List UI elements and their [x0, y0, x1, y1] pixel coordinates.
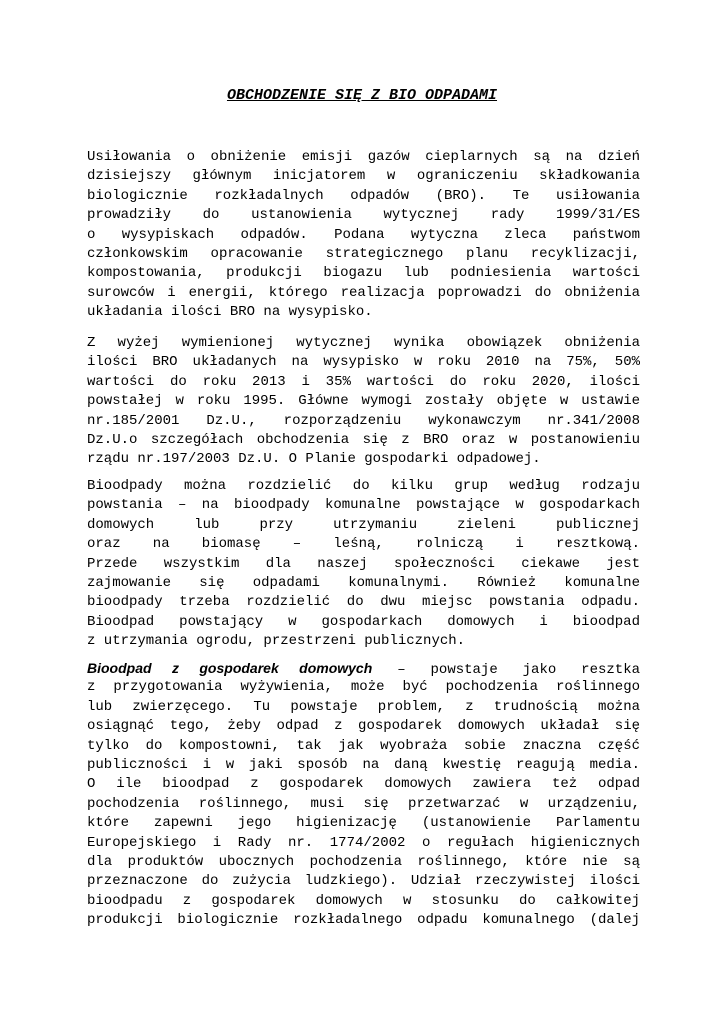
paragraph-line: ilości BRO układanych na wysypisko w roku 2010 na 75%, 50% [87, 354, 640, 371]
paragraph-line: rządu nr.197/2003 Dz.U. O Planie gospodarki odpadowej. [87, 451, 541, 468]
paragraph-1 [87, 148, 640, 323]
document-title: OBCHODZENIE SIĘ Z BIO ODPADAMI [226, 87, 498, 104]
paragraph-line: osiągnąć tego, żeby odpad z gospodarek domowych układał się [87, 718, 640, 735]
paragraph-line: dzisiejszy głównym inicjatorem w ograniczeniu składkowania [87, 168, 640, 185]
paragraph-line: o wysypiskach odpadów. Podana wytyczna zleca państwom [87, 226, 640, 243]
paragraph-line: przeznaczone do zużycia ludzkiego). Udział rzeczywistej ilości [87, 873, 640, 890]
paragraph-line: członkowskim opracowanie strategicznego planu recyklizacji, [87, 245, 640, 262]
paragraph-line: Przede wszystkim dla naszej społeczności ciekawe jest [87, 555, 640, 572]
paragraph-line: lub zwierzęcego. Tu powstaje problem, z trudnością można [87, 698, 640, 715]
paragraph-line: dla produktów ubocznych pochodzenia roślinnego, które nie są [87, 853, 640, 870]
paragraph-line: bioodpadu z gospodarek domowych w stosunku do całkowitej [87, 892, 640, 909]
paragraph-line: Europejskiego i Rady nr. 1774/2002 o regułach higienicznych [87, 834, 640, 851]
paragraph-line: zajmowanie się odpadami komunalnymi. Również komunalne [87, 574, 640, 591]
paragraph-line: układania ilości BRO na wysypisko. [87, 304, 373, 321]
paragraph-line: publiczności i w jaki sposób na daną kwestię reagują media. [87, 756, 640, 773]
paragraph-line: bioodpady trzeba rozdzielić do dwu miejsc powstania odpadu. [87, 594, 640, 611]
paragraph-line: Bioodpad powstający w gospodarkach domowych i bioodpad [87, 613, 640, 630]
paragraph-line: wartości do roku 2013 i 35% wartości do roku 2020, ilości [87, 373, 640, 390]
paragraph-first-line [87, 659, 640, 678]
paragraph-line: Bioodpady można rozdzielić do kilku grup według rodzaju [87, 478, 640, 494]
paragraph-line: prowadziły do ustanowienia wytycznej rady 1999/31/ES [87, 207, 640, 224]
paragraph-line: O ile bioodpad z gospodarek domowych zawiera też odpad [87, 776, 640, 793]
paragraph-lead-term: Bioodpad z gospodarek domowych [87, 660, 373, 676]
paragraph-first-line-rest: – powstaje jako resztka [372, 662, 640, 678]
paragraph-line: które zapewni jego higienizację (ustanowienie Parlamentu [87, 815, 640, 832]
paragraph-2 [87, 334, 640, 470]
paragraph-line: oraz na biomasę – leśną, rolniczą i resztkową. [87, 536, 640, 553]
paragraph-3 [87, 477, 640, 652]
paragraph-line: Dz.U.o szczegółach obchodzenia się z BRO oraz w postanowieniu [87, 431, 640, 448]
paragraph-line: Z wyżej wymienionej wytycznej wynika obowiązek obniżenia [87, 335, 640, 351]
paragraph-line: pochodzenia roślinnego, musi się przetwarzać w urządzeniu, [87, 795, 640, 812]
paragraph-line: z przygotowania wyżywienia, może być pochodzenia roślinnego [87, 679, 640, 696]
paragraph-line: domowych lub przy utrzymaniu zieleni publicznej [87, 516, 640, 533]
paragraph-line: biologicznie rozkładalnych odpadów (BRO). Te usiłowania [87, 187, 640, 204]
paragraph-line: produkcji biologicznie rozkładalnego odpadu komunalnego (dalej [87, 912, 640, 929]
paragraph-line: powstałej w roku 1995. Główne wymogi zostały objęte w ustawie [87, 393, 640, 410]
paragraph-4 [87, 659, 640, 930]
paragraph-line: kompostowania, produkcji biogazu lub podniesienia wartości [87, 265, 640, 282]
paragraph-line: nr.185/2001 Dz.U., rozporządzeniu wykonawczym nr.341/2008 [87, 412, 640, 429]
paragraph-line: z utrzymania ogrodu, przestrzeni publicznych. [87, 633, 466, 650]
paragraph-line: tylko do kompostowni, tak jak wyobraża sobie znaczna część [87, 737, 640, 754]
paragraph-line: powstania – na bioodpady komunalne powstające w gospodarkach [87, 497, 640, 514]
paragraph-line: surowców i energii, którego realizacja poprowadzi do obniżenia [87, 284, 640, 301]
paragraph-line: Usiłowania o obniżenie emisji gazów cieplarnych są na dzień [87, 149, 640, 165]
